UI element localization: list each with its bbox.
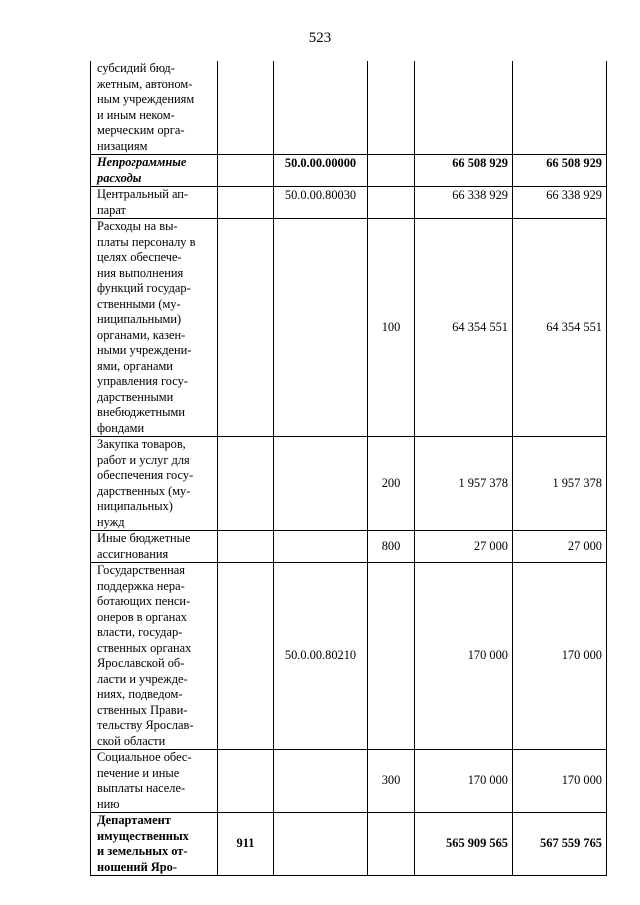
row-name: Государственная поддержка нера- ботающих пенси- онеров в органах власти, государ- ственных органах Ярославской об- ласти и учрежде- ниях, подведом- ственных Прави- тельству Ярослав- ской области (97, 563, 194, 748)
csr-cell (274, 531, 368, 563)
vr-cell: 300 (368, 750, 415, 813)
csr-cell: 50.0.00.80030 (274, 187, 368, 219)
amount-2019-cell: 1 957 378 (415, 437, 513, 531)
amount-2019-cell: 170 000 (415, 563, 513, 750)
ved-cell (218, 155, 274, 187)
vr-cell (368, 563, 415, 750)
csr-cell (274, 750, 368, 813)
row-name-cell (91, 531, 218, 563)
amount-2019-cell: 170 000 (415, 750, 513, 813)
amount-2020-cell: 64 354 551 (513, 219, 607, 437)
csr-cell (274, 813, 368, 876)
csr-cell (274, 219, 368, 437)
table-row (91, 187, 607, 219)
amount-2020-cell: 567 559 765 (513, 813, 607, 876)
amount-2020-cell: 66 338 929 (513, 187, 607, 219)
ved-cell (218, 563, 274, 750)
row-name: Закупка товаров, работ и услуг для обеспечения госу- дарственных (му- ниципальных) нужд (97, 437, 194, 529)
row-name-cell (91, 155, 218, 187)
amount-2019-cell: 66 508 929 (415, 155, 513, 187)
ved-cell (218, 187, 274, 219)
vr-cell (368, 813, 415, 876)
row-name: Департамент имущественных и земельных от- ношений Яро- (97, 813, 189, 874)
ved-cell (218, 437, 274, 531)
vr-cell: 100 (368, 219, 415, 437)
table-row (91, 813, 607, 876)
row-name-cell (91, 750, 218, 813)
csr-cell: 50.0.00.00000 (274, 155, 368, 187)
row-name-cell (91, 813, 218, 876)
csr-cell: 50.0.00.80210 (274, 563, 368, 750)
ved-cell (218, 750, 274, 813)
amount-2019-cell: 64 354 551 (415, 219, 513, 437)
row-name-cell (91, 61, 218, 155)
table-row (91, 219, 607, 437)
row-name: субсидий бюд- жетным, автоном- ным учреждениям и иным неком- мерческим орга- низациям (97, 61, 195, 153)
row-name-cell (91, 187, 218, 219)
vr-cell: 200 (368, 437, 415, 531)
amount-2019-cell: 27 000 (415, 531, 513, 563)
table-row (91, 563, 607, 750)
ved-cell (218, 219, 274, 437)
amount-2020-cell: 170 000 (513, 563, 607, 750)
row-name: Центральный ап- парат (97, 187, 189, 217)
row-name: Иные бюджетные ассигнования (97, 531, 191, 561)
table-row (91, 61, 607, 155)
table-row (91, 750, 607, 813)
row-name-cell (91, 563, 218, 750)
table-row (91, 155, 607, 187)
row-name-cell (91, 219, 218, 437)
amount-2020-cell: 66 508 929 (513, 155, 607, 187)
amount-2020-cell: 1 957 378 (513, 437, 607, 531)
amount-2019-cell: 565 909 565 (415, 813, 513, 876)
vr-cell: 800 (368, 531, 415, 563)
table-row (91, 531, 607, 563)
row-name: Расходы на вы- платы персоналу в целях обеспече- ния выполнения функций государ- ственными (му- ниципальными) органами, казен- ными учреждени- ями, органами управления госу- дарственными внебюджетными фондами (97, 219, 196, 435)
ved-cell (218, 61, 274, 155)
ved-cell (218, 531, 274, 563)
ved-cell: 911 (218, 813, 274, 876)
amount-2020-cell: 27 000 (513, 531, 607, 563)
vr-cell (368, 187, 415, 219)
amount-2020-cell: 170 000 (513, 750, 607, 813)
vr-cell (368, 155, 415, 187)
table-row (91, 437, 607, 531)
csr-cell (274, 61, 368, 155)
row-name: Социальное обес- печение и иные выплаты населе- нию (97, 750, 192, 811)
amount-2019-cell (415, 61, 513, 155)
csr-cell (274, 437, 368, 531)
amount-2020-cell (513, 61, 607, 155)
row-name-cell (91, 437, 218, 531)
row-name: Непрограммные расходы (97, 155, 187, 185)
page-number: 523 (308, 30, 332, 46)
amount-2019-cell: 66 338 929 (415, 187, 513, 219)
vr-cell (368, 61, 415, 155)
budget-table (90, 61, 607, 876)
